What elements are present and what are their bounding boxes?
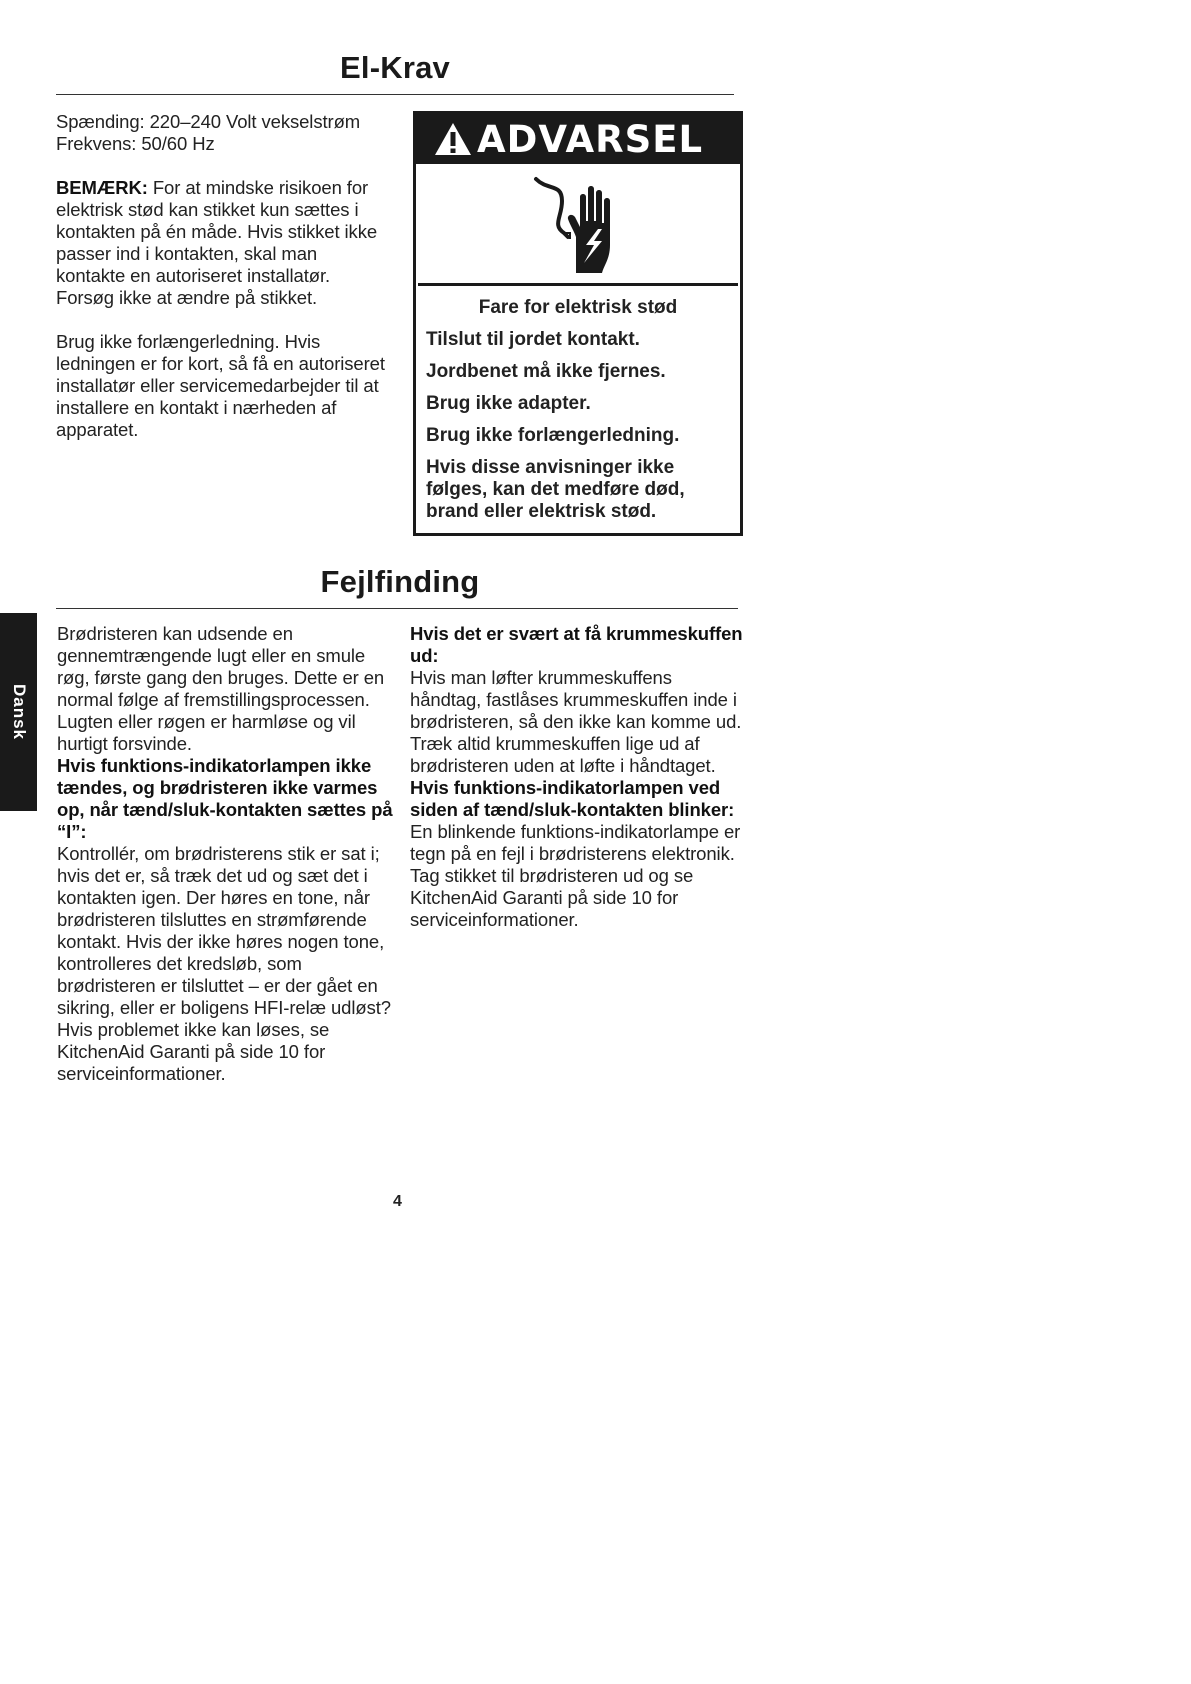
warning-title: ADVARSEL: [477, 117, 704, 161]
warning-box: [413, 111, 743, 536]
page-number: 4: [393, 1193, 402, 1210]
question-2-text: Hvis det er svært at få krummeskuffen ud:: [410, 623, 743, 666]
warning-line: Hvis disse anvisninger ikke følges, kan det medføre død, brand eller elektrisk stød.: [426, 457, 685, 522]
voltage-spec: Spænding: 220–240 Volt vekselstrøm: [56, 111, 361, 132]
question-1-text: Hvis funktions-indikatorlampen ikke tændes, og brødristeren ikke varmes op, når tænd/sluk-kontakten sættes på “I”:: [57, 755, 393, 842]
electric-shock-hand-icon: [528, 173, 628, 277]
question-2: [410, 623, 746, 667]
title-divider: [56, 94, 734, 95]
language-tab-label: Dansk: [9, 683, 29, 741]
warning-triangle-icon: [433, 121, 473, 157]
question-3: [410, 777, 746, 821]
el-krav-text: [56, 111, 386, 441]
answer-1: Kontrollér, om brødristerens stik er sat i; hvis det er, så træk det ud og sæt det i kontakten igen. Der høres en tone, når brødristeren tilsluttes en strømførende kontakt. Hvis der ikke høres nogen tone, kontrolleres det kredsløb, som brødristeren er tilsluttet – er der gået en sikring, eller er boligens HFI-relæ udløst? Hvis problemet ikke kan løses, se KitchenAid Garanti på side 10 for serviceinformationer.: [57, 843, 391, 1084]
answer-3: En blinkende funktions-indikatorlampe er tegn på en fejl i brødristerens elektronik. Tag stikket til brødristeren ud og se KitchenAid Garanti på side 10 for serviceinformationer.: [410, 821, 741, 930]
warning-text: [416, 286, 740, 523]
title-divider: [56, 608, 738, 609]
warning-line: Jordbenet må ikke fjernes.: [426, 361, 666, 382]
intro-paragraph: Brødristeren kan udsende en gennemtrængende lugt eller en smule røg, første gang den bruges. Dette er en normal følge af fremstillingsprocessen. Lugten eller røgen er harmløse og vil hurtigt forsvinde.: [57, 623, 385, 754]
extension-paragraph: Brug ikke forlængerledning. Hvis ledningen er for kort, så få en autoriseret installatør eller servicemedarbejder til at installere en kontakt i nærheden af apparatet.: [56, 331, 385, 440]
warning-line: Tilslut til jordet kontakt.: [426, 329, 640, 350]
answer-2: Hvis man løfter krummeskuffens håndtag, fastlåses krummeskuffen inde i brødristeren, så den ikke kan komme ud. Træk altid krummeskuffen lige ud af brødristeren uden at løfte i håndtaget.: [410, 667, 742, 776]
warning-line: Brug ikke forlængerledning.: [426, 425, 680, 446]
language-tab: [0, 613, 37, 811]
warning-header: [416, 114, 740, 164]
question-1: [57, 755, 393, 843]
troubleshoot-col-right: [410, 623, 746, 931]
warning-line: Brug ikke adapter.: [426, 393, 591, 414]
section-title-fejlfinding: Fejlfinding: [320, 564, 480, 599]
question-3-text: Hvis funktions-indikatorlampen ved siden af tænd/sluk-kontakten blinker:: [410, 777, 735, 820]
note-text: For at mindske risikoen for elektrisk stød kan stikket kun sættes i kontakten på én måde. Hvis stikket ikke passer ind i kontakten, skal man kontakte en autoriseret installatør. Forsøg ikke at ændre på stikket.: [56, 177, 378, 308]
warning-pictogram: [418, 164, 738, 286]
frequency-spec: Frekvens: 50/60 Hz: [56, 133, 215, 154]
warning-heading: Fare for elektrisk stød: [478, 297, 678, 318]
troubleshoot-col-left: [57, 623, 393, 1085]
note-label: BEMÆRK:: [56, 177, 148, 198]
note-paragraph: [56, 177, 386, 309]
section-title-el-krav: El-Krav: [340, 50, 450, 85]
